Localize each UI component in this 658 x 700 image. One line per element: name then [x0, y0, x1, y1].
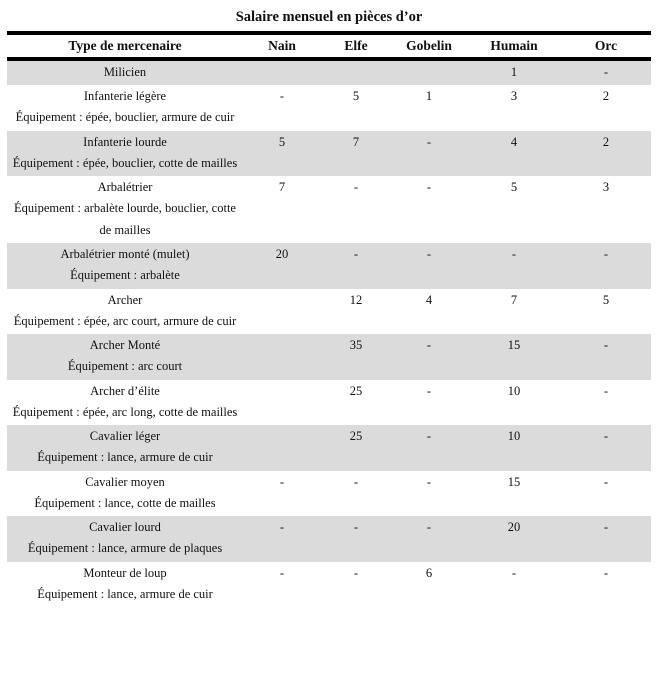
value-cell-orc: - [603, 383, 609, 398]
value-cell-elfe: 7 [352, 134, 360, 149]
mercenary-type-cell [7, 516, 243, 560]
value-cell-elfe: 25 [349, 383, 363, 398]
value-cell-orc: - [603, 65, 609, 79]
value-cell-humain: 4 [510, 134, 518, 149]
value-cell-gobelin: - [426, 520, 432, 534]
mercenary-name: Archer d’élite [90, 383, 160, 398]
table-row [7, 334, 651, 380]
value-cell-elfe: 5 [352, 89, 360, 103]
mercenary-equipment: Équipement : lance, armure de cuir [37, 450, 213, 464]
mercenary-type-cell [7, 85, 243, 129]
mercenary-name: Infanterie lourde [83, 134, 167, 149]
value-cell-nain: - [279, 89, 285, 103]
value-cell-humain: 15 [507, 474, 521, 489]
mercenary-equipment: Équipement : lance, armure de cuir [37, 586, 213, 601]
mercenary-type-cell [7, 425, 243, 469]
value-cell-nain: - [279, 474, 285, 489]
value-cell-humain: 15 [507, 338, 521, 352]
value-cell-elfe: 35 [349, 338, 363, 352]
mercenary-type-cell [7, 61, 243, 83]
mercenary-equipment: Équipement : arbalète lourde, bouclier, cotte de mailles [14, 201, 236, 237]
table-row [7, 61, 651, 85]
value-cell-gobelin: - [426, 474, 432, 489]
table-row [7, 425, 651, 471]
value-cell-elfe: - [353, 474, 359, 489]
value-cell-humain: 10 [507, 383, 521, 398]
value-cell-gobelin: 1 [425, 89, 433, 103]
value-cell-orc: - [603, 338, 609, 352]
page-title: Salaire mensuel en pièces d’or [235, 9, 423, 25]
value-cell-humain: 7 [510, 292, 518, 307]
column-header-humain: Humain [490, 38, 538, 53]
value-cell-nain: 5 [278, 134, 286, 149]
mercenary-equipment: Équipement : lance, cotte de mailles [34, 495, 216, 510]
value-cell-gobelin: - [426, 338, 432, 352]
value-cell-orc: 3 [602, 180, 610, 194]
value-cell-humain: 5 [510, 180, 518, 194]
mercenary-name: Cavalier lourd [89, 520, 161, 534]
value-cell-elfe: - [353, 180, 359, 194]
table-row [7, 289, 651, 335]
value-cell-nain: 7 [278, 180, 286, 194]
value-cell-orc: 2 [602, 134, 610, 149]
mercenary-type-cell [7, 176, 243, 241]
value-cell-orc: - [603, 474, 609, 489]
value-cell-humain: 1 [510, 65, 518, 79]
value-cell-orc: - [603, 520, 609, 534]
table-row [7, 243, 651, 289]
mercenary-name: Cavalier léger [89, 429, 161, 443]
mercenary-type-cell [7, 243, 243, 287]
value-cell-gobelin: 6 [425, 565, 433, 580]
mercenary-name: Cavalier moyen [85, 474, 165, 489]
value-cell-humain: 3 [510, 89, 518, 103]
column-header-gobelin: Gobelin [406, 38, 452, 53]
mercenary-name: Milicien [103, 65, 147, 79]
mercenary-type-cell [7, 289, 243, 333]
mercenary-equipment: Équipement : épée, bouclier, armure de cuir [15, 110, 235, 124]
mercenary-type-cell [7, 131, 243, 175]
table-row [7, 380, 651, 426]
table-header-row [7, 31, 651, 61]
value-cell-nain: 20 [275, 247, 289, 261]
table-body [7, 61, 651, 607]
value-cell-orc: - [603, 429, 609, 443]
table-row [7, 85, 651, 131]
mercenary-equipment: Équipement : arc court [67, 359, 183, 373]
mercenary-type-cell [7, 471, 243, 515]
column-header-type: Type de mercenaire [68, 38, 182, 53]
value-cell-elfe: 25 [349, 429, 363, 443]
value-cell-gobelin: - [426, 383, 432, 398]
mercenary-name: Arbalétrier monté (mulet) [60, 247, 190, 261]
table-row [7, 176, 651, 243]
mercenary-type-cell [7, 334, 243, 378]
mercenary-type-cell [7, 562, 243, 606]
mercenary-equipment: Équipement : lance, armure de plaques [27, 541, 223, 555]
salary-table [7, 31, 651, 607]
mercenary-name: Arbalétrier [97, 180, 153, 194]
table-row [7, 131, 651, 177]
value-cell-humain: - [511, 247, 517, 261]
mercenary-name: Monteur de loup [83, 565, 167, 580]
mercenary-name: Infanterie légère [83, 89, 167, 103]
table-row [7, 471, 651, 517]
value-cell-elfe: - [353, 520, 359, 534]
mercenary-type-cell [7, 380, 243, 424]
value-cell-gobelin: - [426, 247, 432, 261]
value-cell-humain: 20 [507, 520, 521, 534]
value-cell-humain: 10 [507, 429, 521, 443]
value-cell-gobelin: 4 [425, 292, 433, 307]
table-row [7, 516, 651, 562]
value-cell-orc: 2 [602, 89, 610, 103]
mercenary-equipment: Équipement : épée, arc court, armure de cuir [13, 313, 237, 328]
value-cell-orc: - [603, 247, 609, 261]
value-cell-orc: - [603, 565, 609, 580]
value-cell-humain: - [511, 565, 517, 580]
table-row [7, 562, 651, 608]
mercenary-name: Archer [107, 292, 143, 307]
value-cell-nain: - [279, 565, 285, 580]
column-header-nain: Nain [268, 38, 296, 53]
mercenary-equipment: Équipement : épée, bouclier, cotte de mailles [12, 155, 238, 170]
value-cell-orc: 5 [602, 292, 610, 307]
value-cell-elfe: - [353, 565, 359, 580]
value-cell-elfe: - [353, 247, 359, 261]
mercenary-name: Archer Monté [89, 338, 161, 352]
mercenary-equipment: Équipement : épée, arc long, cotte de mailles [12, 404, 238, 419]
value-cell-elfe: 12 [349, 292, 363, 307]
value-cell-gobelin: - [426, 429, 432, 443]
value-cell-nain: - [279, 520, 285, 534]
column-header-elfe: Elfe [344, 38, 368, 53]
column-header-orc: Orc [594, 38, 618, 53]
value-cell-gobelin: - [426, 134, 432, 149]
mercenary-equipment: Équipement : arbalète [70, 268, 180, 282]
value-cell-gobelin: - [426, 180, 432, 194]
